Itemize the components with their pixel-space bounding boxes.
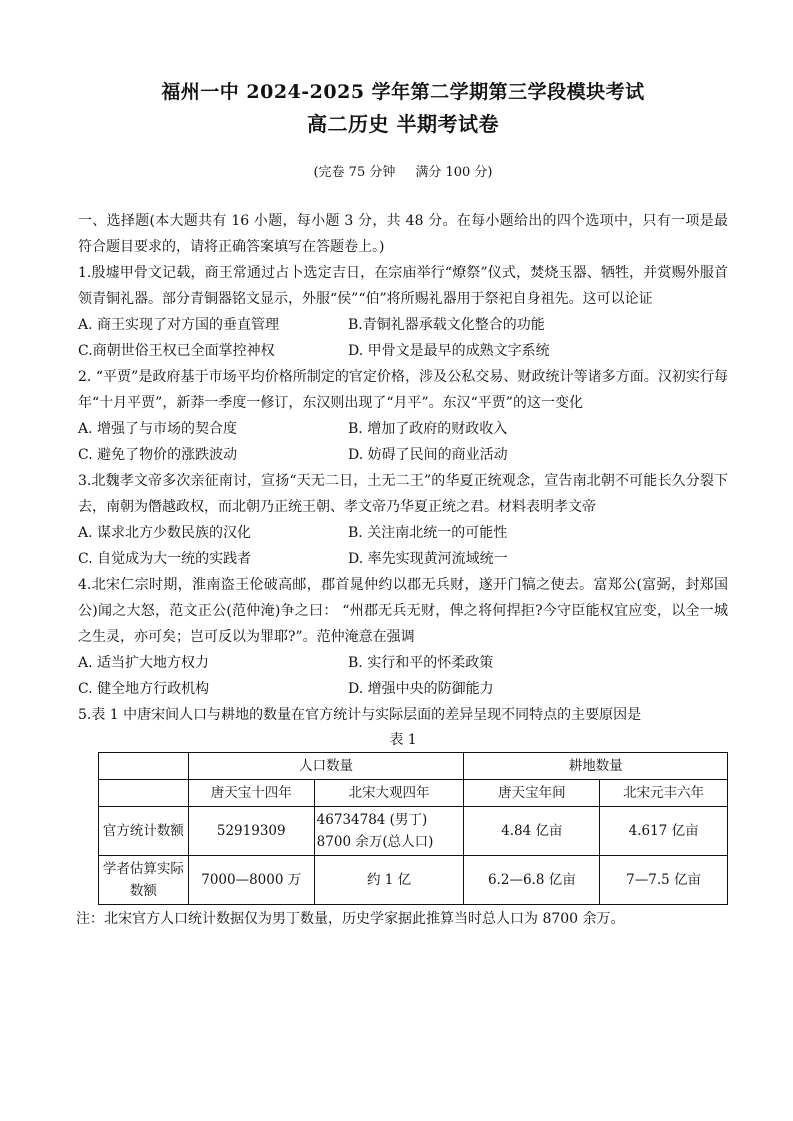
options — [78, 416, 728, 468]
table-corner-cell — [99, 753, 189, 780]
cell-estimate-pop-song: 约 1 亿 — [314, 856, 464, 905]
option-c: C. 避免了物价的涨跌波动 — [78, 447, 238, 463]
option-d: D. 增强中央的防御能力 — [348, 681, 494, 697]
table-empty-cell — [99, 780, 189, 807]
question-stem: 1.殷墟甲骨文记载，商王常通过占卜选定吉日，在宗庙举行“燎祭”仪式，焚烧玉器、牺牲，并赏赐外服首领青铜礼器。部分青铜器铭文显示，外服“侯”“伯”将所赐礼器用于祭祀自身祖先。这可以论证 — [78, 265, 728, 307]
exam-page — [78, 78, 728, 931]
option-d: D. 妨碍了民间的商业活动 — [348, 447, 508, 463]
row-label-official: 官方统计数额 — [99, 807, 189, 856]
header-pop-tang: 唐天宝十四年 — [188, 780, 314, 807]
header-land: 耕地数量 — [464, 753, 728, 780]
cell-official-pop-song — [314, 807, 464, 856]
exam-title: 福州一中 2024-2025 学年第二学期第三学段模块考试 — [161, 81, 645, 103]
exam-duration: (完卷 75 分钟 — [313, 165, 396, 180]
question-stem: 5.表 1 中唐宋间人口与耕地的数量在官方统计与实际层面的差异呈现不同特点的主要原因是 — [78, 707, 642, 723]
option-a: A. 商王实现了对方国的垂直管理 — [78, 317, 280, 333]
data-table — [98, 752, 728, 905]
exam-full-score: 满分 100 分) — [415, 165, 493, 180]
row-label-estimate: 学者估算实际数额 — [99, 856, 189, 905]
header-land-song: 北宋元丰六年 — [600, 780, 728, 807]
section-heading: 一、选择题(本大题共有 16 小题，每小题 3 分，共 48 分。在每小题给出的四个选项中，只有一项是最符合题目要求的，请将正确答案填写在答题卷上。) — [78, 213, 728, 255]
question-stem: 2. “平贾”是政府基于市场平均价格所制定的官定价格，涉及公私交易、财政统计等诸多方面。汉初实行每年“十月平贾”，新莽一季度一修订，东汉则出现了“月平”。东汉“平贾”的这一变化 — [78, 369, 728, 411]
table-row — [99, 856, 728, 905]
exam-subject-title: 高二历史 半期考试卷 — [307, 112, 499, 136]
question-stem: 4.北宋仁宗时期，淮南盗王伦破高邮，郡首晁仲约以郡无兵财，遂开门犒之使去。富郑公(富弼，封郑国公)闻之大怒，范文正公(范仲淹)争之曰： “州郡无兵无财，俾之将何捍拒?今守臣能权宜应变，以全一城之生灵，亦可矣；岂可反以为罪耶?”。范仲淹意在强调 — [78, 577, 728, 645]
options — [78, 520, 728, 572]
cell-estimate-land-tang: 6.2—6.8 亿亩 — [464, 856, 600, 905]
question-2 — [78, 364, 728, 468]
cell-official-land-song: 4.617 亿亩 — [600, 807, 728, 856]
table-caption: 表 1 — [389, 732, 417, 748]
option-a: A. 增强了与市场的契合度 — [78, 421, 238, 437]
header-pop-song: 北宋大观四年 — [314, 780, 464, 807]
option-b: B. 增加了政府的财政收入 — [348, 421, 508, 437]
cell-official-pop-tang: 52919309 — [188, 807, 314, 856]
option-c: C. 健全地方行政机构 — [78, 681, 210, 697]
option-b: B. 关注南北统一的可能性 — [348, 525, 508, 541]
question-4 — [78, 572, 728, 702]
options — [78, 312, 728, 364]
question-stem: 3.北魏孝文帝多次亲征南讨，宣扬“天无二日，土无二王”的华夏正统观念，宣告南北朝不可能长久分裂下去，南朝为僭越政权，而北朝乃正统王朝、孝文帝乃华夏正统之君。材料表明孝文帝 — [78, 473, 728, 515]
header-population: 人口数量 — [188, 753, 464, 780]
option-d: D. 甲骨文是最早的成熟文字系统 — [348, 343, 550, 359]
cell-estimate-land-song: 7—7.5 亿亩 — [600, 856, 728, 905]
question-1 — [78, 260, 728, 364]
cell-official-land-tang: 4.84 亿亩 — [464, 807, 600, 856]
table-header-row — [99, 753, 728, 780]
cell-estimate-pop-tang: 7000—8000 万 — [188, 856, 314, 905]
table-row — [99, 807, 728, 856]
option-a: A. 谋求北方少数民族的汉化 — [78, 525, 252, 541]
option-b: B. 实行和平的怀柔政策 — [348, 655, 494, 671]
option-d: D. 率先实现黄河流域统一 — [348, 551, 508, 567]
option-c: C. 自觉成为大一统的实践者 — [78, 551, 252, 567]
option-b: B.青铜礼器承载文化整合的功能 — [348, 317, 545, 333]
pop-song-males: 46734784 (男丁) — [316, 812, 428, 828]
question-3 — [78, 468, 728, 572]
header-land-tang: 唐天宝年间 — [464, 780, 600, 807]
exam-info — [78, 164, 728, 182]
option-a: A. 适当扩大地方权力 — [78, 655, 210, 671]
question-5 — [78, 702, 728, 931]
option-c: C.商朝世俗王权已全面掌控神权 — [78, 343, 275, 359]
pop-song-total: 8700 余万(总人口) — [316, 834, 434, 850]
table-note: 注：北宋官方人口统计数据仅为男丁数量，历史学家据此推算当时总人口为 8700 余万。 — [76, 911, 625, 927]
table-subheader-row — [99, 780, 728, 807]
options — [78, 650, 728, 702]
